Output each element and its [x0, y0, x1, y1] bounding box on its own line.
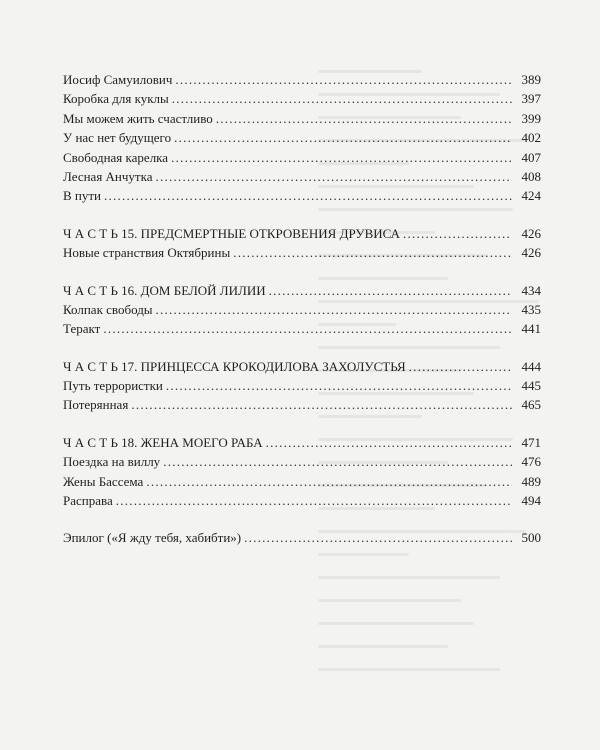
- toc-entry-page: 434: [521, 282, 541, 298]
- toc-entry[interactable]: [63, 89, 541, 108]
- toc-entry[interactable]: [63, 167, 541, 186]
- leader-dots: [166, 376, 512, 395]
- toc-part-title: Ч А С Т Ь 15. ПРЕДСМЕРТНЫЕ ОТКРОВЕНИЯ ДРУВИСА: [63, 225, 401, 241]
- leader-dots: [163, 452, 512, 471]
- toc-entry-title: Теракт: [63, 321, 101, 337]
- toc-entry-title: У нас нет будущего: [63, 130, 172, 146]
- toc-entry[interactable]: [63, 186, 541, 205]
- toc-entry-page: 407: [521, 149, 541, 165]
- toc-entry-title: Коробка для куклы: [63, 91, 169, 107]
- leader-dots: [172, 89, 512, 108]
- leader-dots: [403, 224, 512, 243]
- leader-dots: [269, 281, 512, 300]
- toc-entry[interactable]: [63, 472, 541, 491]
- toc-entry[interactable]: [63, 128, 541, 147]
- toc-entry-page: 441: [521, 321, 541, 337]
- toc-entry-title: Свободная карелка: [63, 149, 169, 165]
- toc-entry-page: 489: [521, 473, 541, 489]
- toc-part-heading[interactable]: [63, 281, 541, 300]
- leader-dots: [104, 186, 512, 205]
- toc-epilogue[interactable]: [63, 528, 541, 547]
- toc-entry[interactable]: [63, 319, 541, 338]
- leader-dots: [216, 109, 512, 128]
- toc-entry-page: 476: [521, 454, 541, 470]
- leader-dots: [131, 395, 512, 414]
- toc-part-title: Ч А С Т Ь 18. ЖЕНА МОЕГО РАБА: [63, 434, 263, 450]
- toc-entry-title: В пути: [63, 188, 102, 204]
- toc-entry-title: Жены Бассема: [63, 473, 144, 489]
- leader-dots: [233, 243, 512, 262]
- toc-entry-title: Иосиф Самуилович: [63, 72, 173, 87]
- toc-entry-page: 465: [521, 397, 541, 413]
- toc-part-heading[interactable]: [63, 357, 541, 376]
- toc-entry[interactable]: [63, 376, 541, 395]
- toc-part-heading[interactable]: [63, 224, 541, 243]
- toc-entry-page: 494: [521, 493, 541, 509]
- leader-dots: [116, 491, 512, 510]
- toc-entry-title: Потерянная: [63, 397, 129, 413]
- toc-entry-page: 426: [521, 245, 541, 261]
- toc-part-heading[interactable]: [63, 433, 541, 452]
- leader-dots: [409, 357, 512, 376]
- toc-part-title: Ч А С Т Ь 16. ДОМ БЕЛОЙ ЛИЛИИ: [63, 282, 266, 298]
- leader-dots: [171, 148, 512, 167]
- toc-entry[interactable]: [63, 300, 541, 319]
- toc-entry[interactable]: [63, 243, 541, 262]
- leader-dots: [175, 70, 512, 89]
- leader-dots: [103, 319, 512, 338]
- toc-entry-page: 426: [521, 225, 541, 241]
- leader-dots: [156, 300, 512, 319]
- toc-entry-page: 397: [521, 91, 541, 107]
- toc-entry-title: Расправа: [63, 493, 113, 509]
- leader-dots: [156, 167, 512, 186]
- toc-entry-title: Колпак свободы: [63, 301, 153, 317]
- toc-entry[interactable]: [63, 491, 541, 510]
- toc-entry[interactable]: [63, 148, 541, 167]
- toc-entry-page: 399: [521, 110, 541, 126]
- toc-entry-page: 471: [521, 434, 541, 450]
- toc-entry-title: Путь террористки: [63, 378, 163, 394]
- toc-entry[interactable]: [63, 452, 541, 471]
- leader-dots: [266, 433, 512, 452]
- toc-entry[interactable]: [63, 109, 541, 128]
- toc-entry-title: Поездка на виллу: [63, 454, 161, 470]
- leader-dots: [146, 472, 512, 491]
- toc-entry-page: 445: [521, 378, 541, 394]
- toc-entry-page: 408: [521, 168, 541, 184]
- toc-entry-title: Лесная Анчутка: [63, 168, 153, 184]
- toc-entry-page: 444: [521, 358, 541, 374]
- toc-part-title: Ч А С Т Ь 17. ПРИНЦЕССА КРОКОДИЛОВА ЗАХОЛУСТЬЯ: [63, 358, 406, 374]
- table-of-contents: [63, 70, 541, 548]
- toc-entry-page: 435: [521, 301, 541, 317]
- toc-entry[interactable]: [63, 395, 541, 414]
- toc-entry-page: 424: [521, 188, 541, 204]
- toc-entry-page: 389: [521, 72, 541, 87]
- toc-entry-title: Эпилог («Я жду тебя, хабибти»): [63, 530, 242, 546]
- toc-entry-page: 500: [521, 530, 541, 546]
- toc-entry-page: 402: [521, 130, 541, 146]
- toc-entry-title: Новые странствия Октябрины: [63, 245, 231, 261]
- leader-dots: [174, 128, 512, 147]
- toc-entry[interactable]: [63, 70, 541, 89]
- toc-entry-title: Мы можем жить счастливо: [63, 110, 213, 126]
- leader-dots: [244, 528, 512, 547]
